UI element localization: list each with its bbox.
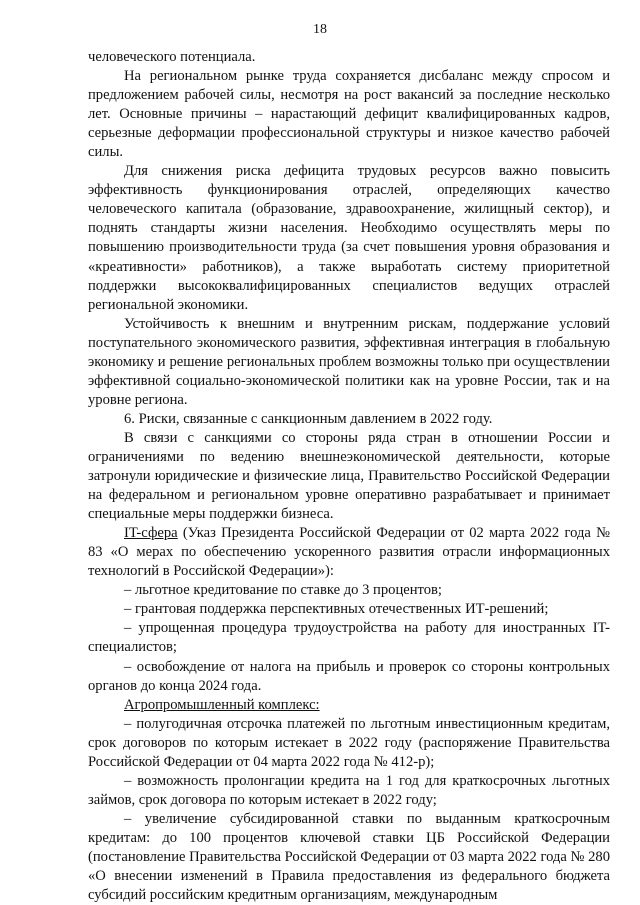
section-heading [88,410,610,429]
paragraph-1 [88,48,610,67]
paragraph-it-sphere [88,524,610,581]
paragraph-text: В связи с санкциями со стороны ряда стран в отношении России и ограничениями по ведению внешнеэкономической деятельности, которые затронули юридические и физические лица, Правительство Российской Федерации на федеральном и региональном уровне оперативно разрабатывает и принимает специальные меры поддержки бизнеса. [88,429,610,523]
paragraph-text: На региональном рынке труда сохраняется дисбаланс между спросом и предложением рабочей силы, несмотря на рост вакансий за последние несколько лет. Основные причины – нарастающий дефицит квалифицированных кадров, серьезные деформации профессиональной структуры и низкое качество рабочей силы. [88,68,610,161]
list-item-text: – возможность пролонгации кредита на 1 год для краткосрочных льготных займов, срок договора по которым истекает в 2022 году; [88,772,610,808]
underlined-lead: IT-сфера [124,525,178,542]
paragraph-4 [88,315,610,410]
document-body [88,48,610,905]
list-item-text: – освобождение от налога на прибыль и проверок со стороны контрольных органов до конца 2024 года. [88,658,610,694]
paragraph-text: Устойчивость к внешним и внутренним рискам, поддержание условий поступательного экономического развития, эффективная интеграция в глобальную экономику и решение региональных проблем возможны только при осуществлении эффективной социально-экономической политики как на уровне России, так и на уровне региона. [88,315,610,408]
list-item-text: – упрощенная процедура трудоустройства на работу для иностранных IT-специалистов; [88,620,610,656]
paragraph-2 [88,67,610,162]
list-item [88,772,610,810]
paragraph-5 [88,429,610,524]
list-item [88,581,610,600]
list-item-text: – полугодичная отсрочка платежей по льготным инвестиционным кредитам, срок договоров по которым истекает в 2022 году (распоряжение Правительства Российской Федерации от 04 марта 2022 года № 412-р); [88,715,610,770]
list-item [88,658,610,696]
subsection-heading [88,696,610,715]
list-item-text: – увеличение субсидированной ставки по выданным краткосрочным кредитам: до 100 процентов ключевой ставки ЦБ Российской Федерации (постановление Правительства Российской Федерации от 03 марта 2022 года № 280 «О внесении изменений в Правила предоставления из федерального бюджета субсидий российским кредитным организациям, международным [88,810,610,904]
list-item [88,715,610,772]
list-item [88,810,610,905]
paragraph-text: человеческого потенциала. [88,49,256,65]
paragraph-text: Для снижения риска дефицита трудовых ресурсов важно повысить эффективность функционирования отраслей, определяющих качество человеческого капитала (образование, здравоохранение, жилищный сектор), и поднять стандарты жизни населения. Необходимо осуществлять меры по повышению производительности труда (за счет повышения уровня образования и «креативности» работников), а также выработать систему приоритетной поддержки высококвалифицированных специалистов ведущих отраслей региональной экономики. [88,163,610,313]
section-heading-text: 6. Риски, связанные с санкционным давлением в 2022 году. [124,410,493,427]
list-item-text: – грантовая поддержка перспективных отечественных ИТ-решений; [124,601,549,618]
paragraph-3 [88,162,610,314]
list-item [88,600,610,619]
page-number: 18 [313,22,327,37]
paragraph-text: (Указ Президента Российской Федерации от 02 марта 2022 года № 83 «О мерах по обеспечению ускоренного развития отрасли информационных технологий в Российской Федерации»): [88,525,610,580]
list-item [88,619,610,657]
underlined-lead: Агропромышленный комплекс: [124,696,320,713]
list-item-text: – льготное кредитование по ставке до 3 процентов; [124,582,442,599]
